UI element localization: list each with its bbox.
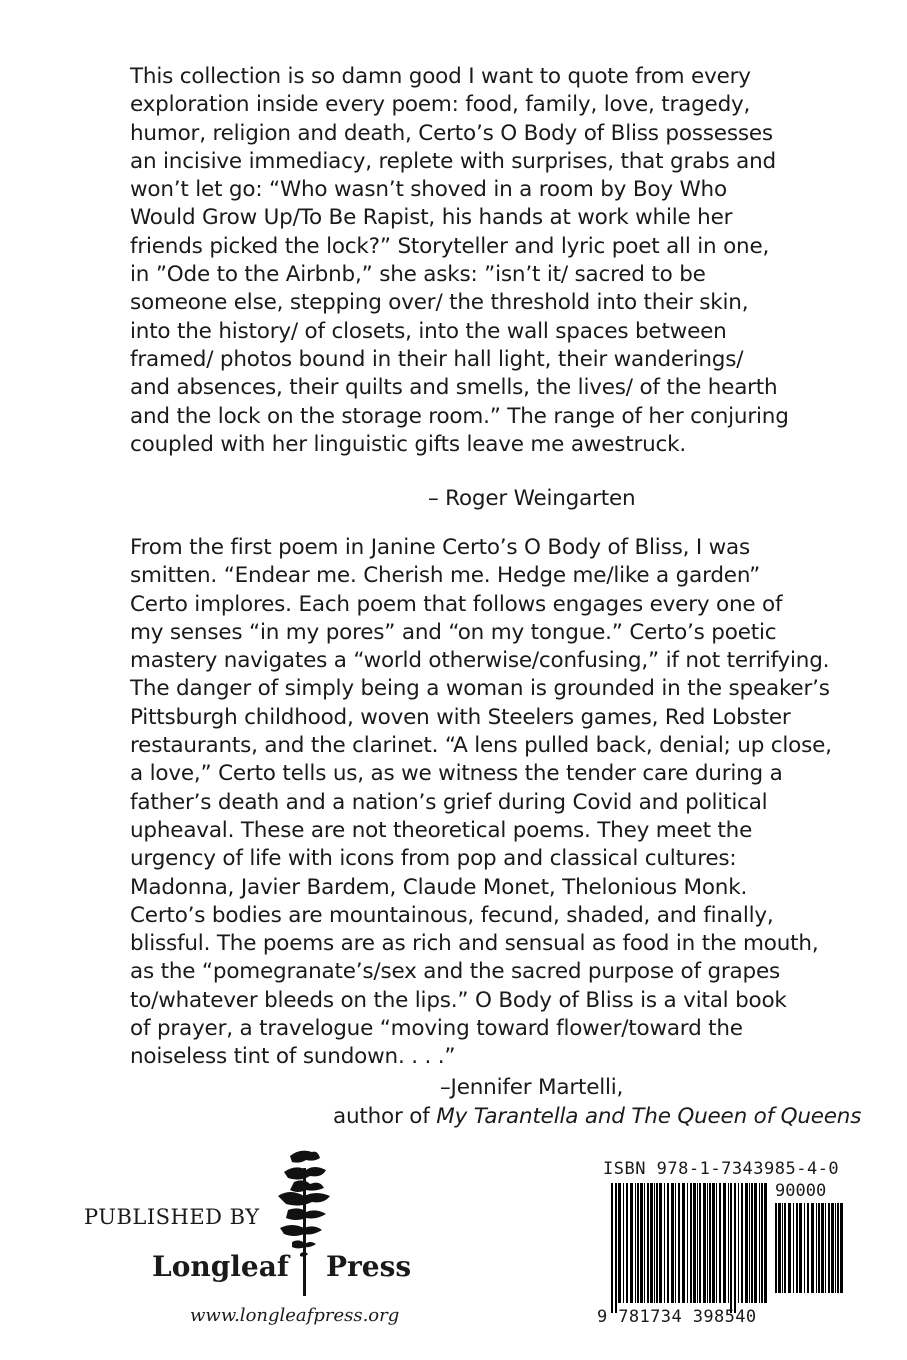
attribution-credit xyxy=(333,1104,861,1129)
attribution-weingarten: – Roger Weingarten xyxy=(428,486,636,511)
isbn-barcode xyxy=(597,1151,860,1331)
barcode-bar xyxy=(623,1183,624,1303)
isbn-number: ISBN 978-1-7343985-4-0 xyxy=(603,1159,840,1179)
blurb-line: in ”Ode to the Airbnb,” she asks: ”isn’t it/ sacred to be xyxy=(130,262,706,288)
blurb-line: framed/ photos bound in their hall light, their wanderings/ xyxy=(130,346,744,372)
publisher-name-right: Press xyxy=(326,1250,412,1283)
attribution-works: My Tarantella and The Queen of Queens xyxy=(436,1104,862,1129)
barcode-bar xyxy=(699,1183,701,1303)
attribution-martelli: –Jennifer Martelli, xyxy=(440,1075,624,1100)
barcode-bar xyxy=(719,1183,721,1303)
blurb-line: and absences, their quilts and smells, the lives/ of the hearth xyxy=(130,375,778,401)
barcode-bar xyxy=(811,1203,814,1293)
barcode-bar xyxy=(709,1183,711,1303)
price-code: 90000 xyxy=(775,1181,827,1201)
barcode-bar xyxy=(835,1203,836,1293)
barcode-bar xyxy=(751,1183,753,1303)
barcode-bar xyxy=(761,1183,763,1303)
blurb-line: exploration inside every poem: food, family, love, tragedy, xyxy=(130,92,751,118)
barcode-bar xyxy=(667,1183,669,1303)
blurb-line: This collection is so damn good I want to quote from every xyxy=(130,64,751,89)
blurb-line: Madonna, Javier Bardem, Claude Monet, Thelonious Monk. xyxy=(130,874,748,900)
barcode-bar xyxy=(656,1183,658,1303)
blurb-line: mastery navigates a “world otherwise/confusing,” if not terrifying. xyxy=(130,648,830,674)
blurb-line: Would Grow Up/To Be Rapist, his hands at work while her xyxy=(130,205,733,231)
blurb-line: won’t let go: “Who wasn’t shoved in a room by Boy Who xyxy=(130,177,727,203)
blurb-line: friends picked the lock?” Storyteller and lyric poet all in one, xyxy=(130,233,770,259)
barcode-bar xyxy=(687,1183,688,1303)
barcode-bar xyxy=(618,1183,621,1303)
barcode-bar xyxy=(741,1183,743,1303)
blurb-line: The danger of simply being a woman is grounded in the speaker’s xyxy=(130,676,830,702)
barcode-bar xyxy=(647,1183,649,1303)
blurb-line: blissful. The poems are as rich and sensual as food in the mouth, xyxy=(130,931,819,957)
barcode-bar xyxy=(693,1183,696,1303)
barcode-bar xyxy=(678,1183,680,1303)
barcode-digits: 9 781734 398540 xyxy=(597,1307,757,1327)
barcode-bar xyxy=(828,1203,830,1293)
blurb-line: noiseless tint of sundown. . . .” xyxy=(130,1044,456,1070)
barcode-bar xyxy=(784,1203,786,1293)
barcode-bar xyxy=(821,1203,824,1293)
published-by-label: PUBLISHED BY xyxy=(84,1205,260,1229)
barcode-bar xyxy=(716,1183,717,1303)
barcode-bar xyxy=(749,1183,750,1303)
blurb-line: upheaval. These are not theoretical poems. They meet the xyxy=(130,817,753,843)
blurb-line: and the lock on the storage room.” The range of her conjuring xyxy=(130,403,789,429)
barcode-bar xyxy=(840,1203,843,1293)
barcode-bar xyxy=(611,1183,613,1313)
barcode-bar xyxy=(807,1203,809,1293)
barcode-bar xyxy=(782,1203,783,1293)
blurb-line: of prayer, a travelogue “moving toward flower/toward the xyxy=(130,1016,743,1042)
barcode-bar xyxy=(723,1183,726,1303)
barcode-bar xyxy=(707,1183,708,1303)
barcode-bar xyxy=(804,1203,805,1293)
blurb-line: smitten. “Endear me. Cherish me. Hedge me/like a garden” xyxy=(130,563,761,589)
barcode-bar xyxy=(738,1183,739,1303)
barcode-bar xyxy=(654,1183,655,1303)
publisher-name-left: Longleaf xyxy=(152,1250,289,1283)
barcode-bar xyxy=(644,1183,645,1303)
blurb-line: someone else, stepping over/ the threshold into their skin, xyxy=(130,290,749,316)
barcode-bar xyxy=(697,1183,698,1303)
blurb-line: Certo implores. Each poem that follows engages every one of xyxy=(130,591,783,617)
barcode-bar xyxy=(703,1183,706,1303)
blurb-line: Certo’s bodies are mountainous, fecund, shaded, and finally, xyxy=(130,902,774,928)
barcode-bar xyxy=(796,1203,798,1293)
barcode-bar xyxy=(831,1203,834,1293)
barcode-bar xyxy=(615,1183,617,1313)
blurb-line: as the “pomegranate’s/sex and the sacred purpose of grapes xyxy=(130,959,780,985)
blurb-line: into the history/ of closets, into the wall spaces between xyxy=(130,318,727,344)
barcode-bar xyxy=(626,1183,628,1303)
blurb-line: urgency of life with icons from pop and classical cultures: xyxy=(130,846,737,872)
barcode-bar xyxy=(730,1183,732,1313)
blurb-line: a love,” Certo tells us, as we witness the tender care during a xyxy=(130,761,783,787)
blurb-line: humor, religion and death, Certo’s O Body of Bliss possesses xyxy=(130,120,773,146)
price-barcode-bars xyxy=(775,1203,847,1303)
barcode-bar xyxy=(630,1183,633,1303)
blurb-line: Pittsburgh childhood, woven with Steelers games, Red Lobster xyxy=(130,704,791,730)
barcode-bar xyxy=(635,1183,636,1303)
review-blurb-martelli xyxy=(130,534,832,1072)
publisher-url[interactable]: www.longleafpress.org xyxy=(190,1305,400,1326)
barcode-bar xyxy=(759,1183,760,1303)
barcode-bar xyxy=(816,1203,817,1293)
barcode-bar xyxy=(837,1203,839,1293)
barcode-bar xyxy=(825,1203,826,1293)
blurb-line: father’s death and a nation’s grief during Covid and political xyxy=(130,789,768,815)
barcode-bar xyxy=(754,1183,757,1303)
barcode-bar xyxy=(682,1183,685,1303)
barcode-bar xyxy=(675,1183,676,1303)
barcode-bar xyxy=(788,1203,791,1293)
barcode-bar xyxy=(664,1183,665,1303)
barcode-bar xyxy=(671,1183,674,1303)
barcode-bar xyxy=(778,1203,781,1293)
review-blurb-weingarten xyxy=(130,63,820,459)
barcode-bar xyxy=(637,1183,639,1303)
barcode-bar xyxy=(745,1183,748,1303)
barcode-bar xyxy=(712,1183,715,1303)
barcode-bars xyxy=(611,1183,767,1313)
barcode-bar xyxy=(764,1183,767,1303)
barcode-bar xyxy=(775,1203,777,1293)
barcode-bar xyxy=(728,1183,729,1303)
blurb-line: restaurants, and the clarinet. “A lens pulled back, denial; up close, xyxy=(130,733,832,759)
barcode-bar xyxy=(650,1183,653,1303)
blurb-line: an incisive immediacy, replete with surprises, that grabs and xyxy=(130,148,776,174)
attribution-prefix: author of xyxy=(333,1104,437,1129)
barcode-bar xyxy=(734,1183,736,1313)
barcode-bar xyxy=(818,1203,820,1293)
blurb-line: to/whatever bleeds on the lips.” O Body of Bliss is a vital book xyxy=(130,987,787,1013)
barcode-bar xyxy=(793,1203,794,1293)
blurb-line: coupled with her linguistic gifts leave me awestruck. xyxy=(130,431,687,457)
barcode-bar xyxy=(659,1183,662,1303)
barcode-bar xyxy=(640,1183,643,1303)
blurb-line: my senses “in my pores” and “on my tongue.” Certo’s poetic xyxy=(130,619,777,645)
barcode-bar xyxy=(799,1203,802,1293)
barcode-bar xyxy=(690,1183,692,1303)
blurb-line: From the first poem in Janine Certo’s O Body of Bliss, I was xyxy=(130,535,750,560)
